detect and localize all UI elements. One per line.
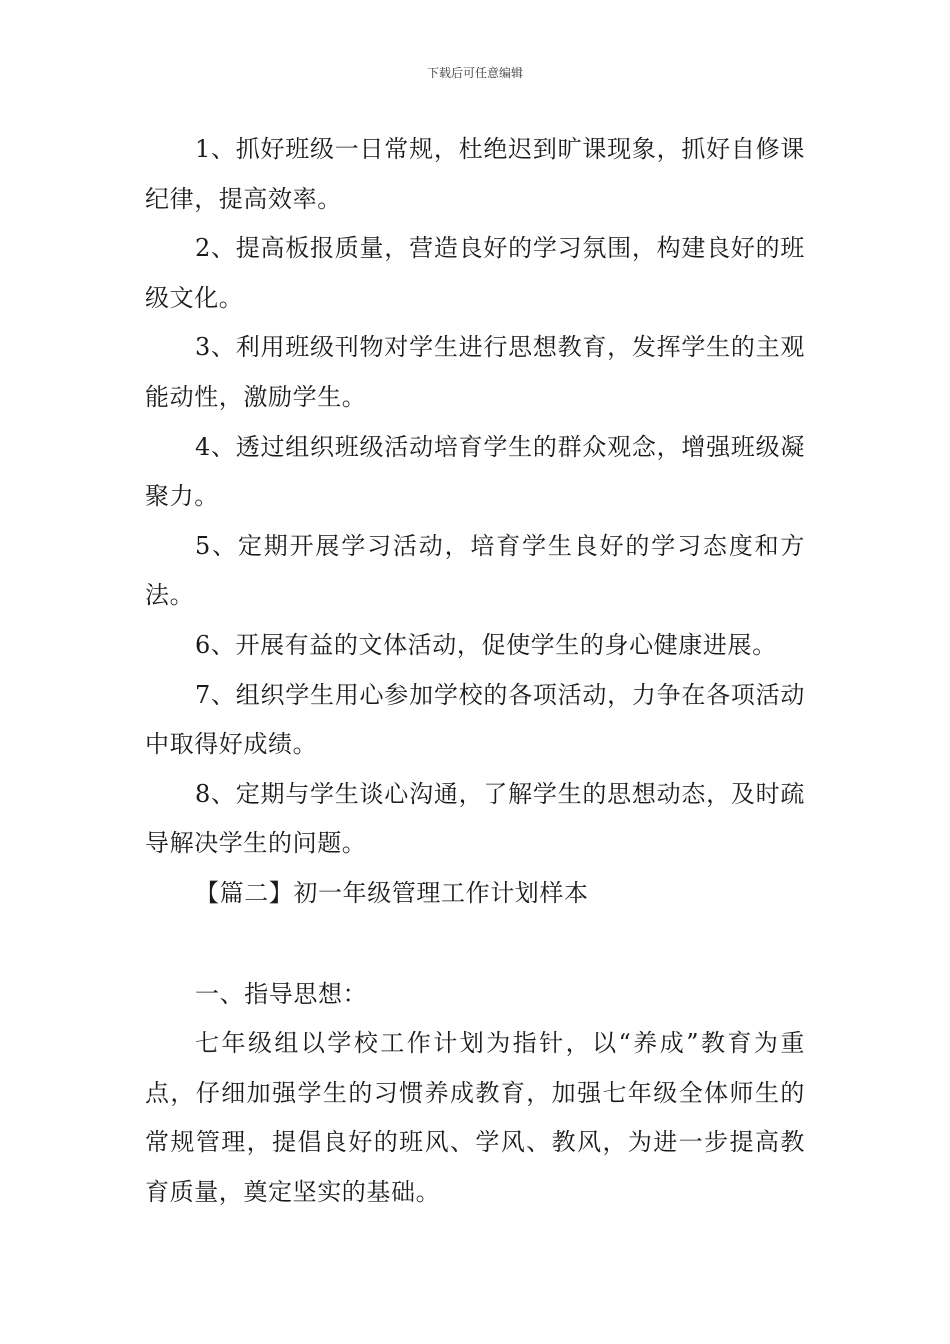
- list-item-7: 7、组织学生用心参加学校的各项活动，力争在各项活动中取得好成绩。: [145, 680, 805, 759]
- list-item-2: 2、提高板报质量，营造良好的学习氛围，构建良好的班级文化。: [145, 234, 805, 312]
- list-item-1: 1、抓好班级一日常规，杜绝迟到旷课现象，抓好自修课纪律，提高效率。: [145, 135, 805, 213]
- section-title: 【篇二】初一年级管理工作计划样本: [195, 878, 589, 907]
- list-item-6: 6、开展有益的文体活动，促使学生的身心健康进展。: [195, 630, 777, 659]
- list-item-5: 5、定期开展学习活动，培育学生良好的学习态度和方法。: [145, 531, 805, 610]
- list-item-8: 8、定期与学生谈心沟通，了解学生的思想动态，及时疏导解决学生的问题。: [145, 779, 805, 858]
- subheading: 一、指导思想：: [195, 979, 368, 1008]
- list-item-3: 3、利用班级刊物对学生进行思想教育，发挥学生的主观能动性，激励学生。: [145, 333, 805, 411]
- document-body: [145, 125, 805, 1217]
- list-item-4: 4、透过组织班级活动培育学生的群众观念，增强班级凝聚力。: [145, 432, 805, 511]
- blank-line: [145, 919, 805, 970]
- body-paragraph: 七年级组以学校工作计划为指针，以“养成”教育为重点，仔细加强学生的习惯养成教育，加强七年级全体师生的常规管理，提倡良好的班风、学风、教风，为进一步提高教育质量，奠定坚实的基础。: [145, 1029, 805, 1206]
- page-header: 下载后可任意编辑: [426, 66, 523, 80]
